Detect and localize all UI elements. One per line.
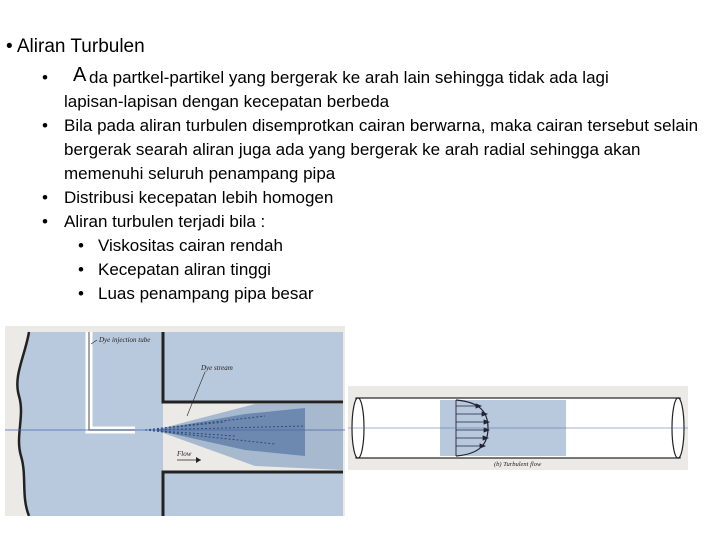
dye-tube-label: Dye injection tube	[99, 336, 151, 344]
dye-injection-diagram	[5, 326, 345, 516]
sub-bullet-text: Viskositas cairan rendah	[98, 236, 283, 255]
bullet-dot: •	[42, 188, 48, 207]
bullet-text: Bila pada aliran turbulen disemprotkan cairan berwarna, maka cairan tersebut selain bergerak searah aliran juga ada yang bergerak ke arah radial sehingga akan memenuhi seluruh penampang pipa	[64, 116, 699, 183]
bullet-dot: •	[78, 260, 84, 279]
bullet-text-continued: lapisan-lapisan dengan kecepatan berbeda	[64, 92, 390, 111]
sub-bullet-text: Kecepatan aliran tinggi	[98, 260, 271, 279]
turbulent-flow-figure	[348, 386, 688, 470]
bullet-dot: •	[42, 68, 48, 87]
dye-injection-figure	[5, 326, 345, 516]
bullet-text: da partkel-partikel yang bergerak ke arah lain sehingga tidak ada lagi	[89, 68, 609, 87]
bullet-dot: •	[78, 284, 84, 303]
turbulent-flow-caption: (b) Turbulent flow	[494, 461, 542, 468]
turbulent-flow-diagram	[348, 386, 688, 470]
flow-label: Flow	[177, 450, 192, 458]
bullet-dot: •	[78, 236, 84, 255]
bullet-text: Aliran turbulen terjadi bila :	[64, 212, 266, 231]
sub-bullet-text: Luas penampang pipa besar	[98, 284, 314, 303]
bullet-dot: •	[42, 116, 48, 135]
bullet-dot: •	[42, 212, 48, 231]
bullet-initial: A	[73, 64, 87, 86]
bullet-text: Distribusi kecepatan lebih homogen	[64, 188, 334, 207]
dye-stream-label: Dye stream	[201, 364, 233, 372]
slide-title: • Aliran Turbulen	[6, 36, 145, 57]
